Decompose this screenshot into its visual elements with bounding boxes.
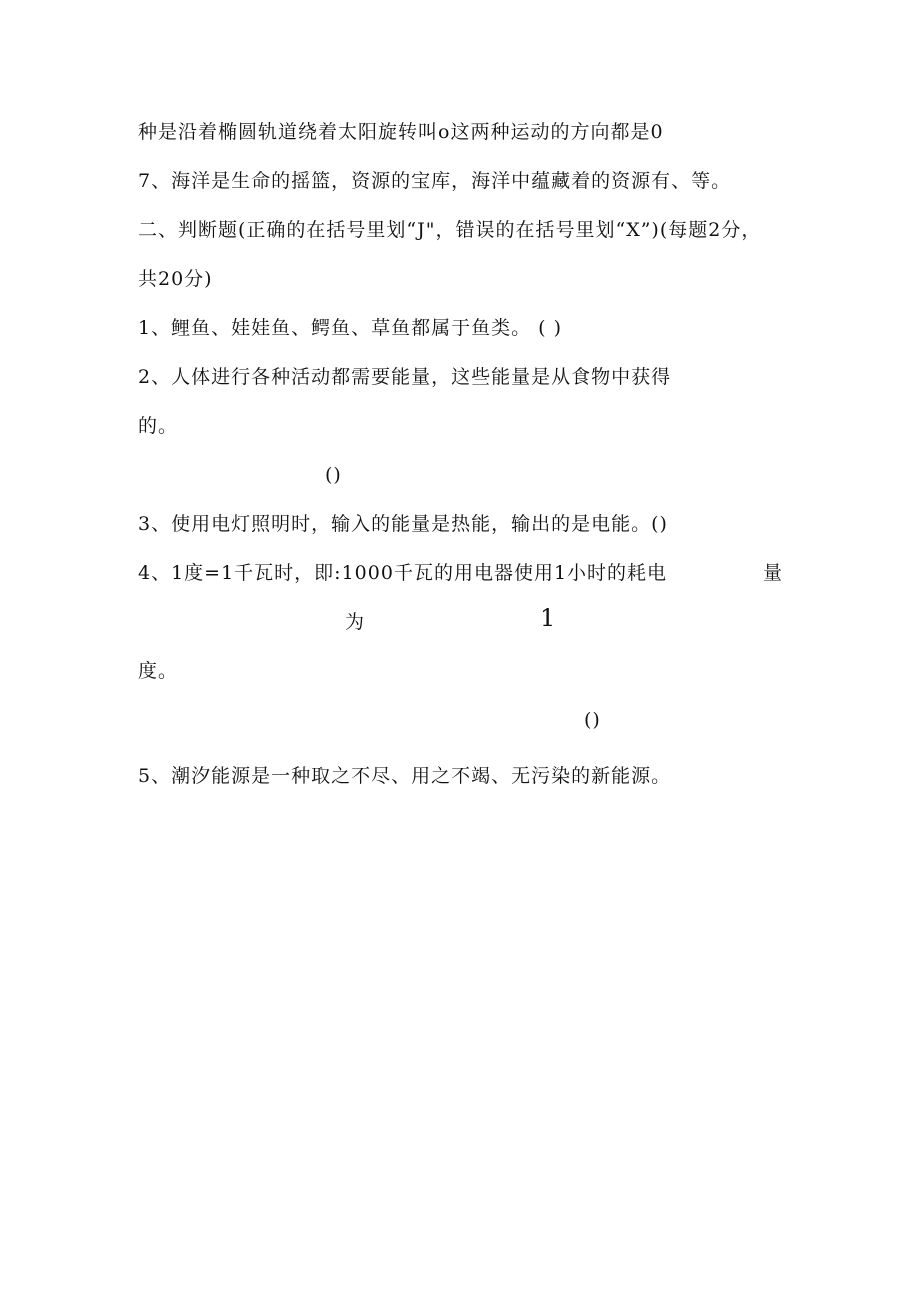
tf-question-2: 2、人体进行各种活动都需要能量，这些能量是从食物中获得 bbox=[138, 366, 672, 388]
section-heading-score: 共20分) bbox=[138, 268, 213, 290]
tf-question-4-continued: 度。 bbox=[138, 660, 179, 682]
section-heading-true-false: 二、判断题(正确的在括号里划“J"，错误的在括号里划“X”)(每题2分， bbox=[138, 219, 762, 241]
tf-question-2-answer-bracket: () bbox=[325, 464, 342, 486]
tf-question-4-fragment-wei: 为 bbox=[345, 611, 366, 633]
tf-question-4-fragment: 量 bbox=[763, 562, 784, 584]
tf-question-5: 5、潮汐能源是一种取之不尽、用之不竭、无污染的新能源。 bbox=[138, 765, 672, 787]
question-7-ocean-resources: 7、海洋是生命的摇篮，资源的宝库，海洋中蕴藏着的资源有、等。 bbox=[138, 170, 732, 192]
tf-question-1: 1、鲤鱼、娃娃鱼、鳄鱼、草鱼都属于鱼类。 ( ) bbox=[138, 317, 562, 339]
tf-question-3: 3、使用电灯照明时，输入的能量是热能，输出的是电能。() bbox=[138, 513, 668, 535]
text-line-orbit-motion: 种是沿着椭圆轨道绕着太阳旋转叫o这两种运动的方向都是0 bbox=[138, 121, 664, 143]
tf-question-4-answer-bracket: () bbox=[584, 709, 601, 731]
tf-question-2-continued: 的。 bbox=[138, 415, 179, 437]
tf-question-4: 4、1度=1千瓦时，即:1000千瓦的用电器使用1小时的耗电 bbox=[138, 562, 668, 584]
tf-question-4-fragment-one: 1 bbox=[540, 604, 557, 632]
